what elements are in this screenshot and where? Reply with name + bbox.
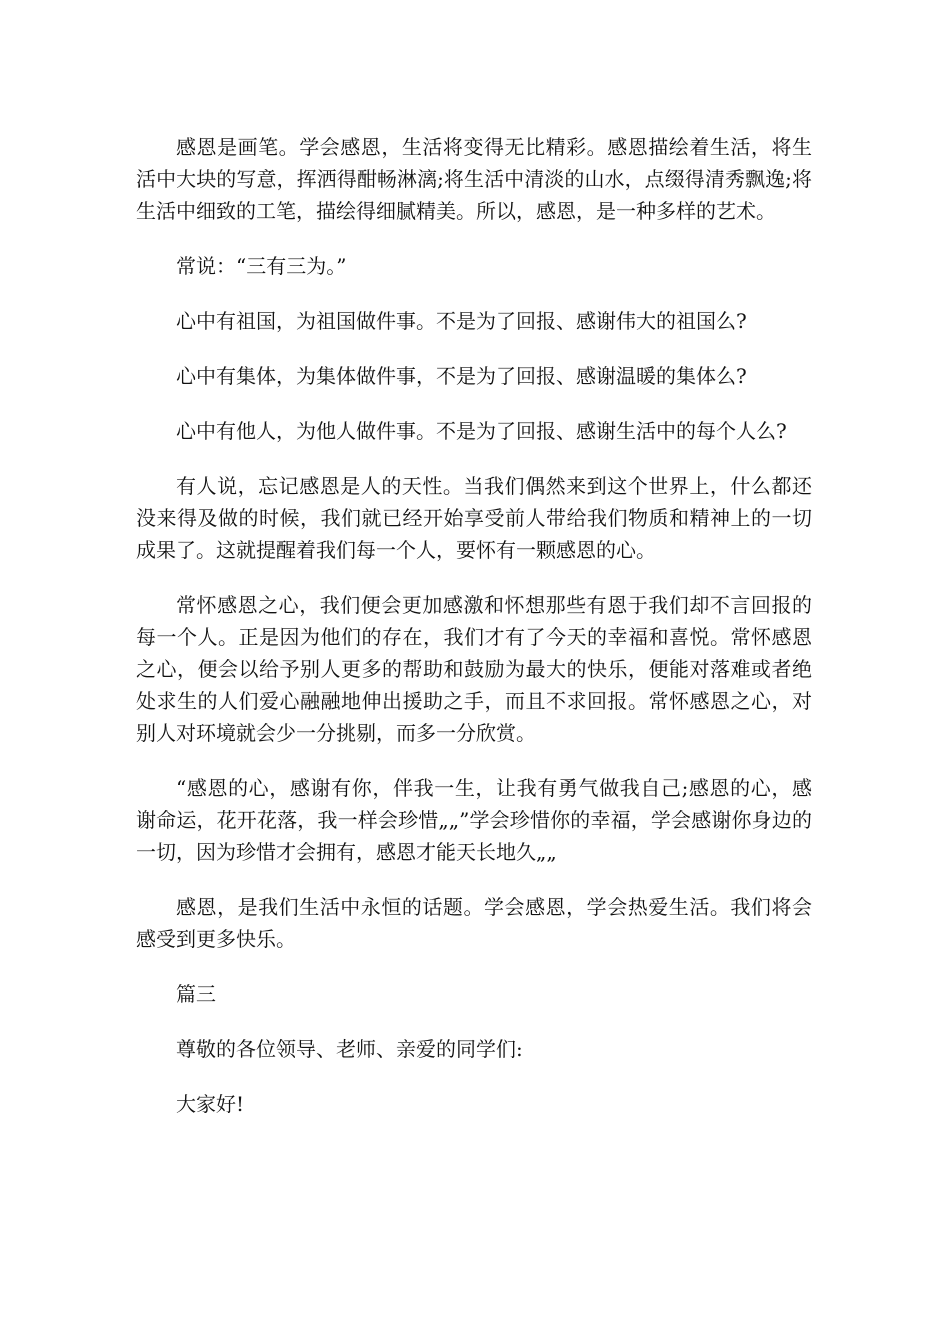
paragraph-eternal-topic: 感恩，是我们生活中永恒的话题。学会感恩，学会热爱生活。我们将会感受到更多快乐。 bbox=[136, 895, 812, 951]
paragraph-human-nature: 有人说，忘记感恩是人的天性。当我们偶然来到这个世界上，什么都还没来得及做的时候，我们就已经开始享受前人带给我们物质和精神上的一切成果了。这就提醒着我们每一个人，要怀有一颗感恩的心。 bbox=[136, 474, 812, 562]
paragraph-others: 心中有他人，为他人做件事。不是为了回报、感谢生活中的每个人么? bbox=[176, 419, 787, 443]
paragraph-song-quote: “感恩的心，感谢有你，伴我一生，让我有勇气做我自己;感恩的心，感谢命运，花开花落，我一样会珍惜„„”学会珍惜你的幸福，学会感谢你身边的一切，因为珍惜才会拥有，感恩才能天长地久„„ bbox=[136, 776, 812, 864]
greeting: 大家好! bbox=[176, 1092, 245, 1116]
paragraph-three-haves: 常说：“三有三为。” bbox=[176, 254, 347, 278]
section-heading: 篇三 bbox=[176, 982, 216, 1006]
paragraph-collective: 心中有集体，为集体做件事，不是为了回报、感谢温暖的集体么? bbox=[176, 364, 747, 388]
paragraph-motherland: 心中有祖国，为祖国做件事。不是为了回报、感谢伟大的祖国么? bbox=[176, 309, 747, 333]
paragraph-gratitude-brush: 感恩是画笔。学会感恩，生活将变得无比精彩。感恩描绘着生活，将生活中大块的写意，挥洒得酣畅淋漓;将生活中清淡的山水，点缀得清秀飘逸;将生活中细致的工笔，描绘得细腻精美。所以，感恩，是一种多样的艺术。 bbox=[136, 135, 812, 223]
document-page bbox=[136, 131, 812, 1143]
paragraph-grateful-heart: 常怀感恩之心，我们便会更加感激和怀想那些有恩于我们却不言回报的每一个人。正是因为他们的存在，我们才有了今天的幸福和喜悦。常怀感恩之心，便会以给予别人更多的帮助和鼓励为最大的快乐，便能对落难或者绝处求生的人们爱心融融地伸出援助之手，而且不求回报。常怀感恩之心，对别人对环境就会少一分挑剔，而多一分欣赏。 bbox=[136, 593, 812, 745]
salutation: 尊敬的各位领导、老师、亲爱的同学们: bbox=[176, 1037, 523, 1061]
